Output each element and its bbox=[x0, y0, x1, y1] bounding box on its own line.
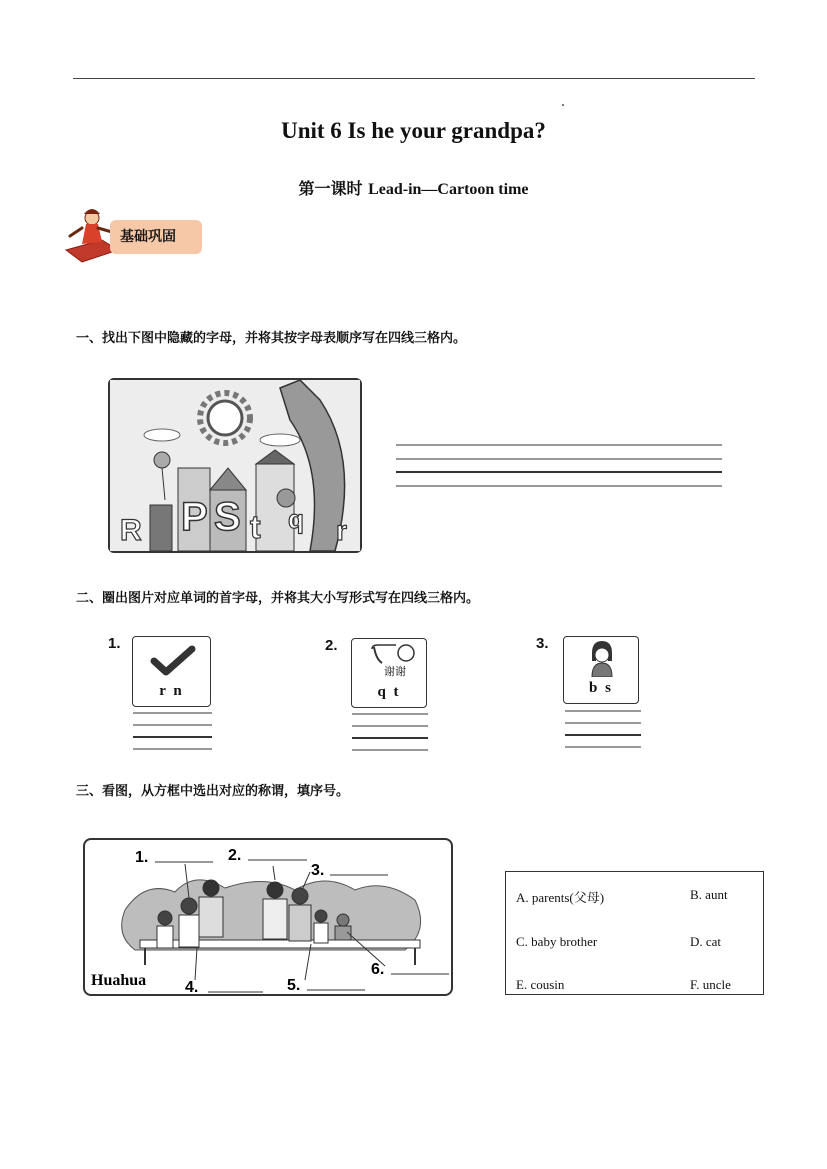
family-scene-image bbox=[85, 840, 451, 994]
picture-card-2 bbox=[351, 638, 427, 708]
city-scene-image bbox=[110, 380, 360, 551]
hidden-letter-t: t bbox=[250, 509, 261, 545]
section-badge: 基础巩固 bbox=[110, 220, 202, 254]
picture-label-2: 2. bbox=[228, 847, 242, 864]
check-mark-icon bbox=[150, 645, 196, 677]
header-rule bbox=[73, 78, 755, 79]
picture-card-1 bbox=[132, 636, 211, 707]
hidden-letter-R: R bbox=[120, 514, 142, 547]
page-subtitle bbox=[0, 176, 827, 199]
picture-card-3 bbox=[563, 636, 639, 704]
subtitle-lesson: 第一课时 bbox=[298, 179, 369, 198]
dot-mark bbox=[562, 104, 564, 106]
letter-choices-2[interactable]: q t bbox=[377, 684, 401, 700]
question-2: 二、圈出图片对应单词的首字母，并将其大小写形式写在四线三格内。 bbox=[76, 591, 480, 606]
options-box bbox=[505, 871, 764, 995]
option-b: B. aunt bbox=[690, 887, 728, 902]
picture-label-1: 1. bbox=[135, 849, 149, 866]
picture-label-3: 3. bbox=[311, 862, 325, 879]
hidden-letter-P: P bbox=[181, 495, 208, 539]
hidden-letter-r: r bbox=[336, 515, 347, 546]
hidden-letter-S: S bbox=[214, 495, 241, 539]
girl-icon bbox=[586, 639, 618, 677]
item-number-2: 2. bbox=[325, 637, 338, 654]
hidden-letter-q: q bbox=[288, 504, 304, 534]
question-3: 三、看图，从方框中选出对应的称谓，填序号。 bbox=[76, 784, 350, 799]
picture-label-4: 4. bbox=[185, 979, 199, 994]
hidden-letters-picture bbox=[108, 378, 362, 553]
item-number-3: 3. bbox=[536, 635, 549, 652]
option-f: F. uncle bbox=[690, 977, 731, 992]
page-title: Unit 6 Is he your grandpa? bbox=[281, 118, 546, 143]
subtitle-topic: Lead-in—Cartoon time bbox=[368, 181, 529, 198]
option-d: D. cat bbox=[690, 934, 722, 949]
question-1: 一、找出下图中隐藏的字母，并将其按字母表顺序写在四线三格内。 bbox=[76, 331, 467, 346]
thanks-caption: 谢谢 bbox=[384, 665, 406, 678]
family-picture bbox=[83, 838, 453, 996]
option-c: C. baby brother bbox=[516, 934, 598, 949]
letter-choices-3[interactable]: b s bbox=[589, 680, 613, 696]
four-line-grid-2c[interactable] bbox=[565, 708, 643, 750]
huahua-label: Huahua bbox=[91, 972, 147, 989]
option-e: E. cousin bbox=[516, 977, 565, 992]
four-line-grid-1[interactable] bbox=[396, 442, 724, 490]
item-number-1: 1. bbox=[108, 635, 121, 652]
four-line-grid-2a[interactable] bbox=[133, 710, 213, 752]
picture-label-6: 6. bbox=[371, 961, 385, 978]
picture-label-5: 5. bbox=[287, 977, 301, 994]
letter-choices-1[interactable]: r n bbox=[159, 683, 184, 699]
four-line-grid-2b[interactable] bbox=[352, 711, 430, 753]
option-a: A. parents(父母) bbox=[516, 890, 605, 905]
